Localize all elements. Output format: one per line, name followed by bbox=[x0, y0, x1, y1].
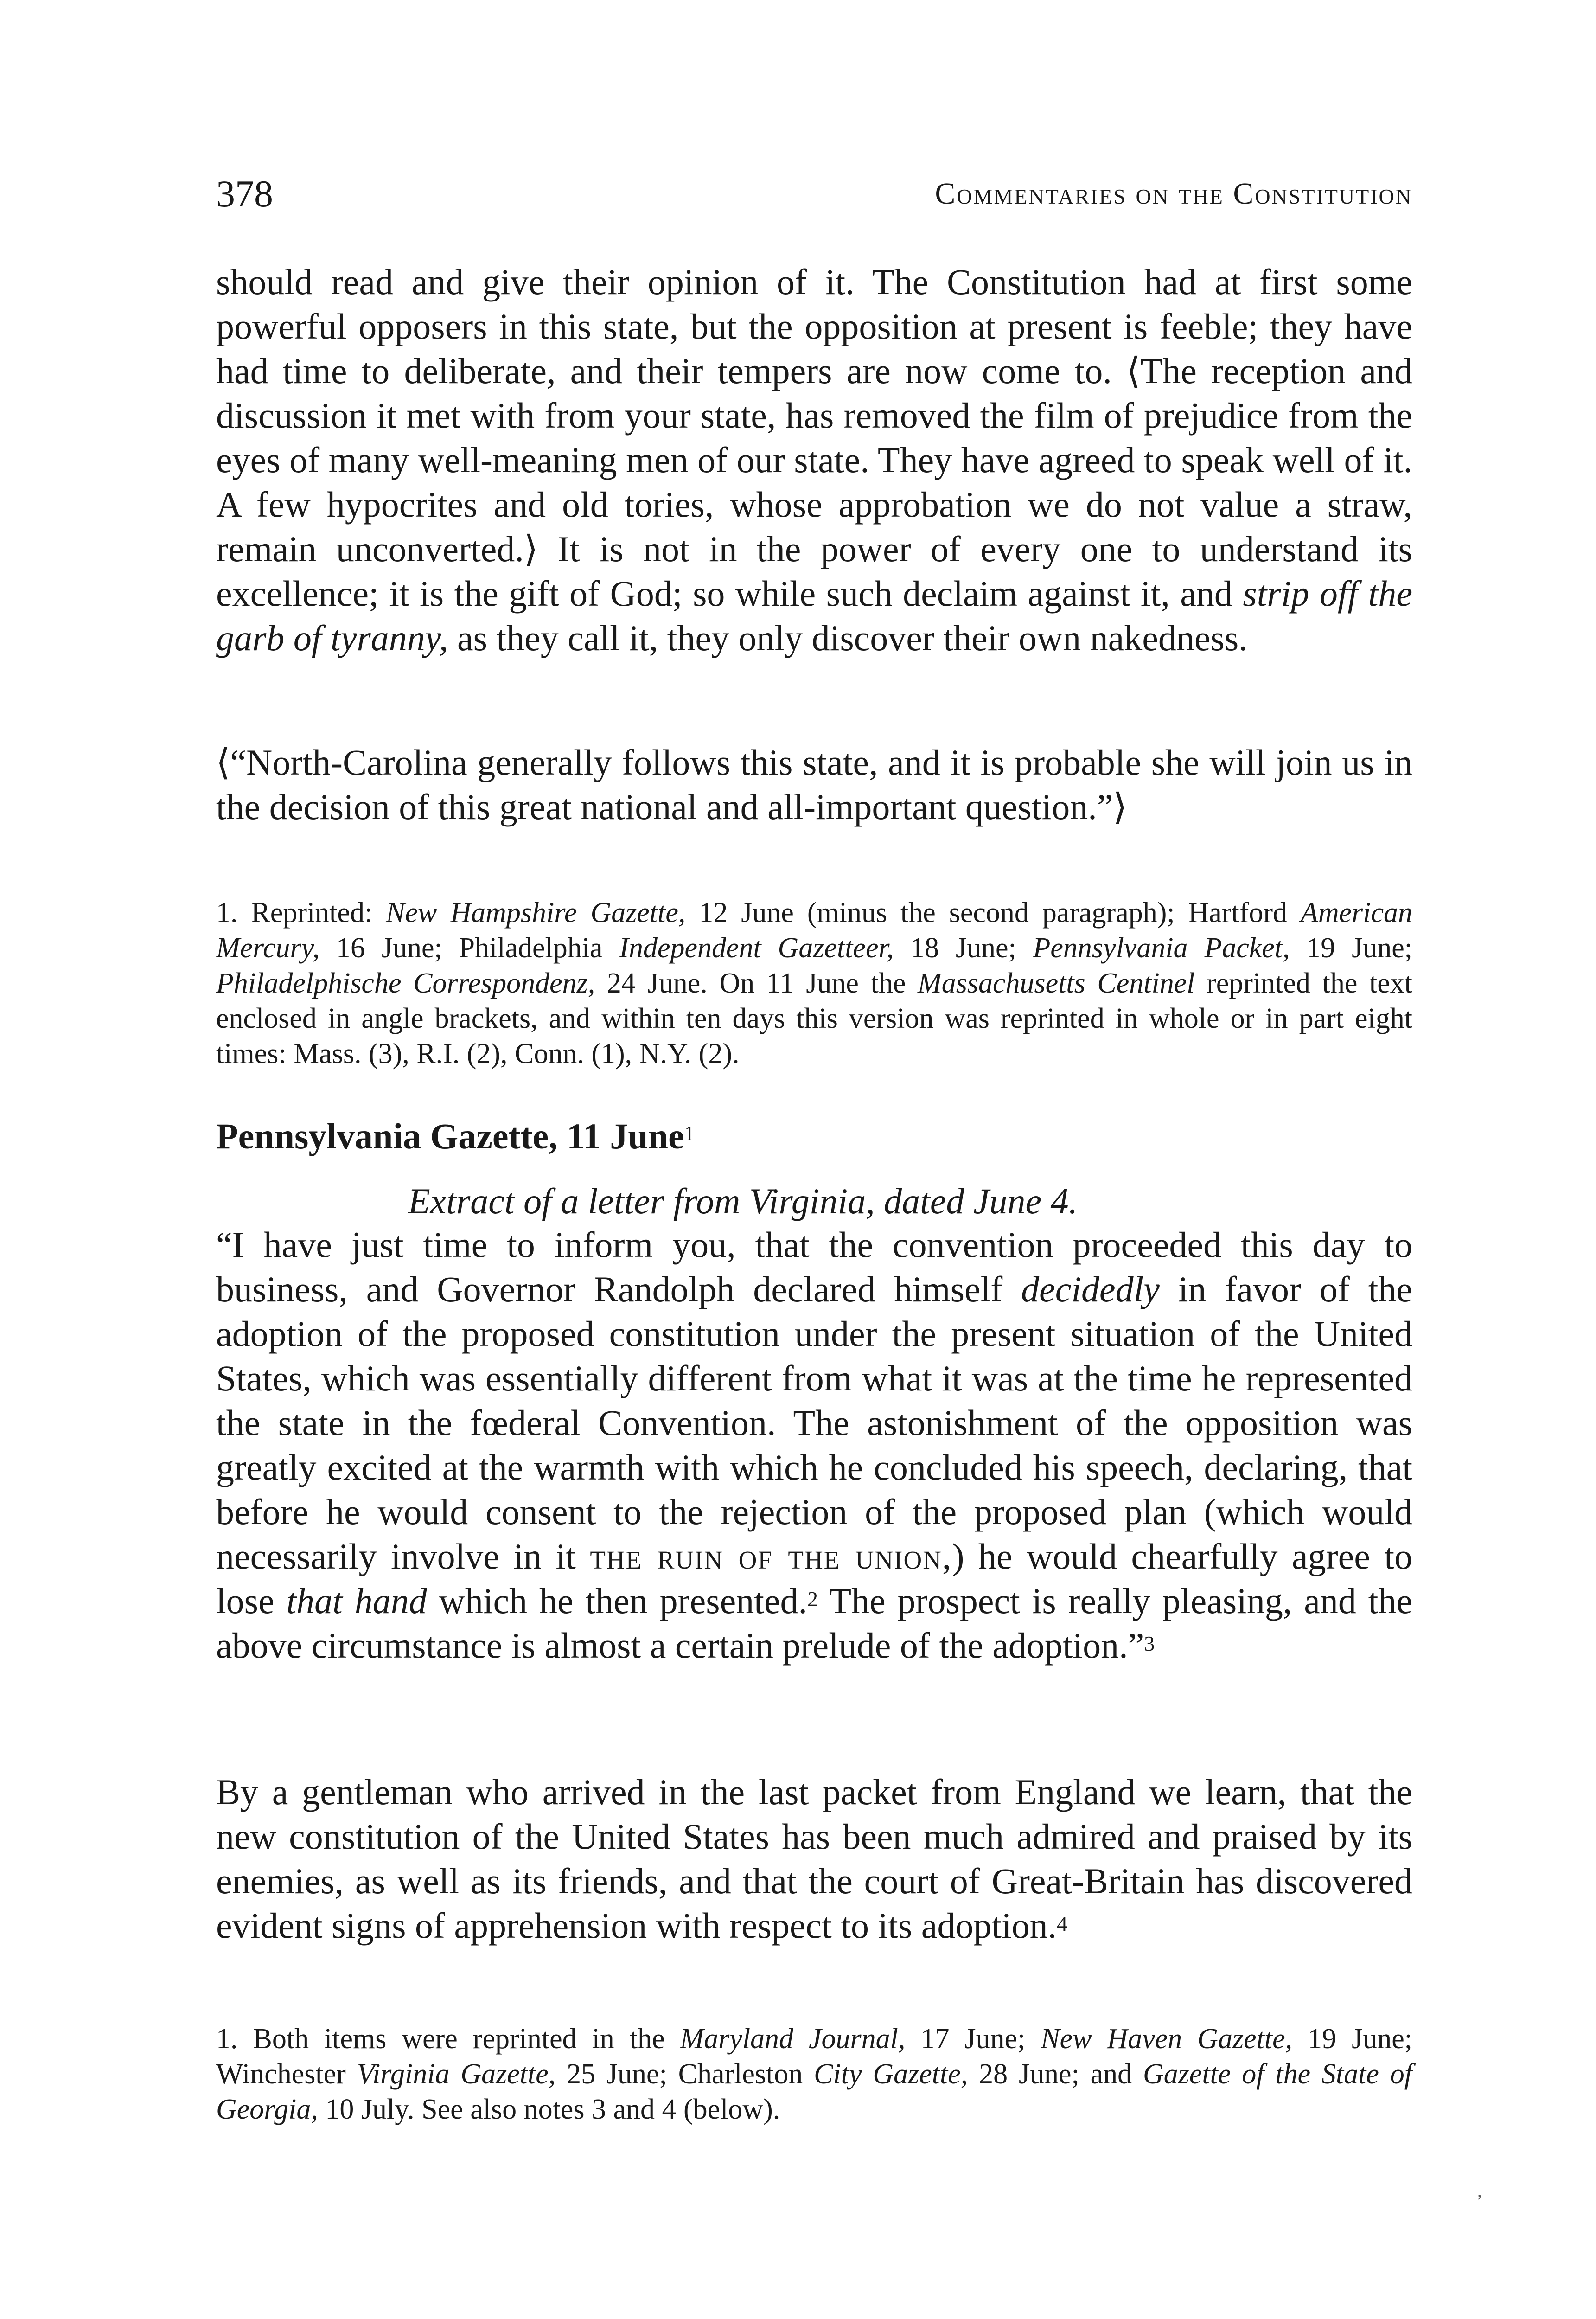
england-paragraph: By a gentleman who arrived in the last packet from England we learn, that the new constitution of the United States has been much admired and praised by its enemies, as well as its friends, and that the court of Great-Britain has discovered evident signs of apprehension with respect to its adoption.$^4$ bbox=[216, 1772, 1412, 1946]
footnote-1: 1. Reprinted: New Hampshire Gazette, 12 June (minus the second paragraph); Hartford American Mercury, 16 June; Philadelphia Independent Gazetteer, 18 June; Pennsylvania Packet, 19 June; Philadelphische Correspondenz, 24 June. On 11 June the Massachusetts Centinel reprinted the text enclosed in angle brackets, and within ten days this version was reprinted in whole or in part eight times: Mass. (3), R.I. (2), Conn. (1), N.Y. (2). bbox=[216, 897, 1413, 1070]
page-number: 378 bbox=[216, 173, 273, 215]
letter-paragraph: “I have just time to inform you, that the convention proceeded this day to business, and Governor Randolph declared himself decidedly in favor of the adoption of the proposed constitution under the present situation of the United States, which was essentially different from what it was at the time he represented the state in the fœderal Convention. The astonishment of the opposition was greatly excited at the warmth with which he concluded his speech, declaring, that before he would consent to the rejection of the proposed plan (which would necessarily involve in it the ruin of the union,) he would chearfully agree to lose that hand which he then presented.$^2$ The prospect is really pleasing, and the above circumstance is almost a certain prelude of the adoption.”$^3$ bbox=[216, 1224, 1412, 1666]
note-ref-3: 3 bbox=[1144, 1632, 1155, 1655]
paragraph-continued: should read and give their opinion of it. The Constitution had at first some powerful opposers in this state, but the opposition at present is feeble; they have had time to deliberate, and their tempers are now come to. ⟨The reception and discussion it met with from your state, has removed the film of prejudice from the eyes of many well-meaning men of our state. They have agreed to speak well of it. A few hypocrites and old tories, whose approbation we do not value a straw, remain unconverted.⟩ It is not in the power of every one to understand its excellence; it is the gift of God; so while such declaim against it, and strip off the garb of tyranny, as they call it, they only discover their own nakedness. bbox=[216, 262, 1412, 658]
footnote-2: 1. Both items were reprinted in the Maryland Journal, 17 June; New Haven Gazette, 19 June; Winchester Virginia Gazette, 25 June; Charleston City Gazette, 28 June; and Gazette of the State of Georgia, 10 July. See also notes 3 and 4 (below). bbox=[216, 2023, 1413, 2125]
paragraph-north-carolina: ⟨“North-Carolina generally follows this state, and it is probable she will join us in the decision of this great national and all-important question.”⟩ bbox=[216, 742, 1412, 827]
running-title: Commentaries on the Constitution bbox=[935, 177, 1412, 211]
emphasis-text: strip off the garb of tyranny, bbox=[216, 573, 1412, 658]
note-ref-4: 4 bbox=[1057, 1912, 1068, 1935]
heading-note-ref: 1 bbox=[684, 1122, 695, 1145]
extract-dateline: Extract of a letter from Virginia, dated June 4. bbox=[408, 1181, 1078, 1221]
small-caps-phrase: the ruin of the union, bbox=[590, 1536, 952, 1576]
section-heading: Pennsylvania Gazette, 11 June$^1$ bbox=[216, 1116, 695, 1156]
note-ref-2: 2 bbox=[807, 1587, 818, 1611]
stray-ink-mark: ’ bbox=[1476, 2191, 1483, 2211]
running-head bbox=[216, 171, 1412, 217]
